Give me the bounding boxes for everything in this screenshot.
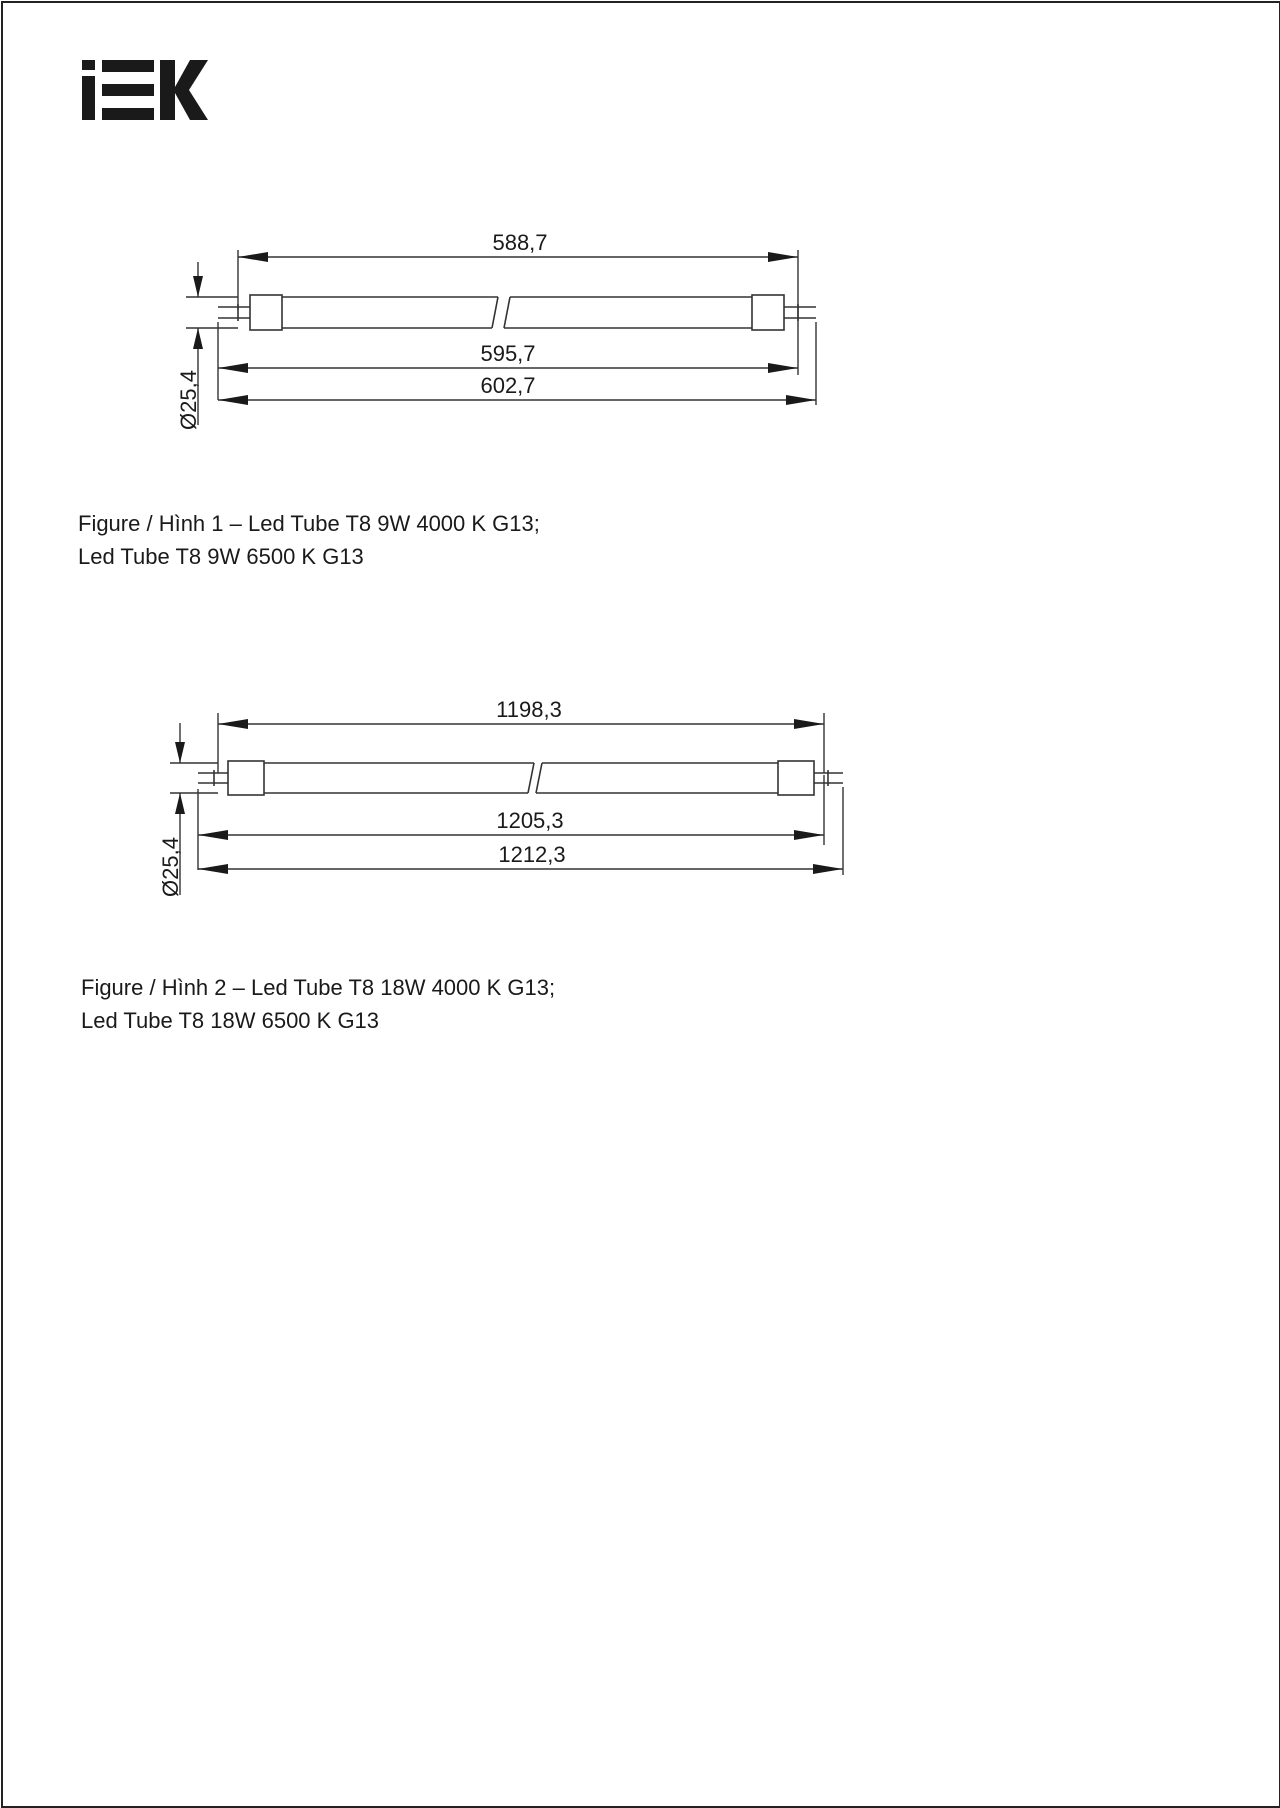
figure-1-caption — [78, 507, 540, 573]
caption-line: Led Tube T8 9W 6500 K G13 — [78, 544, 364, 569]
caption-line: Led Tube T8 18W 6500 K G13 — [81, 1008, 380, 1033]
fig1-dim-diameter: Ø25,4 — [176, 370, 201, 430]
fig2-dim-diameter: Ø25,4 — [158, 837, 183, 897]
fig2-dim-top: 1198,3 — [496, 697, 562, 722]
figure-1-drawing — [0, 220, 900, 440]
fig2-dim-bottom: 1212,3 — [498, 842, 566, 867]
figure-2-drawing — [0, 685, 900, 905]
iek-logo — [82, 60, 208, 120]
caption-line: Figure / Hình 1 – Led Tube T8 9W 4000 K G13; — [78, 511, 540, 536]
figure-2-caption — [81, 971, 555, 1037]
caption-line: Figure / Hình 2 – Led Tube T8 18W 4000 K G13; — [81, 975, 556, 1000]
fig1-dim-top: 588,7 — [492, 230, 548, 255]
fig1-dim-bottom: 602,7 — [480, 373, 536, 398]
fig2-dim-mid: 1205,3 — [496, 808, 564, 833]
fig1-dim-mid: 595,7 — [480, 341, 536, 366]
